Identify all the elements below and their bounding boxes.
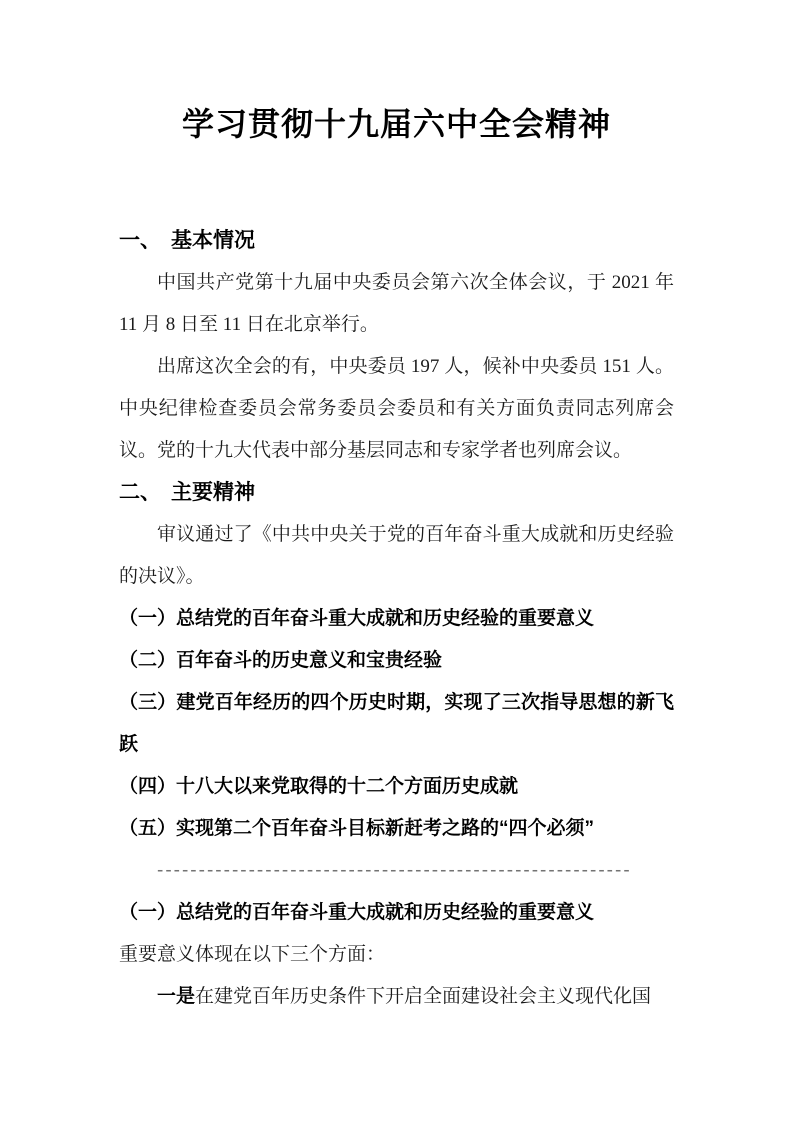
agenda-item-5: （五）实现第二个百年奋斗目标新赶考之路的“四个必须” [119, 818, 595, 839]
section1-paragraph-2: 出席这次全会的有，中央委员 197 人，候补中央委员 151 人。中央纪律检查委员会常务委员会委员和有关方面负责同志列席会议。党的十九大代表中部分基层同志和专家学者也列席会议。 [119, 356, 674, 461]
paragraph-text: 在建党百年历史条件下开启全面建设社会主义现代化国 [195, 986, 652, 1007]
subsection-heading: （一）总结党的百年奋斗重大成就和历史经验的重要意义 [119, 902, 595, 923]
dashed-divider [119, 850, 674, 892]
section2-paragraph-1: 审议通过了《中共中央关于党的百年奋斗重大成就和历史经验的决议》。 [119, 524, 674, 587]
subsection-paragraph-1 [119, 976, 674, 1018]
document-body [119, 220, 674, 1018]
section2-heading-text: 主要精神 [171, 481, 255, 504]
section1-paragraph-1: 中国共产党第十九届中央委员会第六次全体会议，于 2021 年 11 月 8 日至 11 日在北京举行。 [119, 272, 674, 335]
document-title: 学习贯彻十九届六中全会精神 [181, 106, 611, 142]
paragraph-lead: 一是 [157, 986, 196, 1007]
agenda-item-2: （二）百年奋斗的历史意义和宝贵经验 [119, 650, 443, 671]
subsection-intro: 重要意义体现在以下三个方面： [119, 944, 386, 965]
section2-heading-marker: 二、 [119, 481, 161, 504]
dashed-divider-text: --------------------------------------------------------- [157, 860, 632, 881]
agenda-item-1: （一）总结党的百年奋斗重大成就和历史经验的重要意义 [119, 608, 595, 629]
agenda-item-3: （三）建党百年经历的四个历史时期，实现了三次指导思想的新飞跃 [119, 692, 674, 755]
section1-heading [119, 220, 674, 262]
section2-heading [119, 472, 674, 514]
section1-heading-marker: 一、 [119, 229, 161, 252]
section1-heading-text: 基本情况 [171, 229, 255, 252]
agenda-item-4: （四）十八大以来党取得的十二个方面历史成就 [119, 776, 519, 797]
